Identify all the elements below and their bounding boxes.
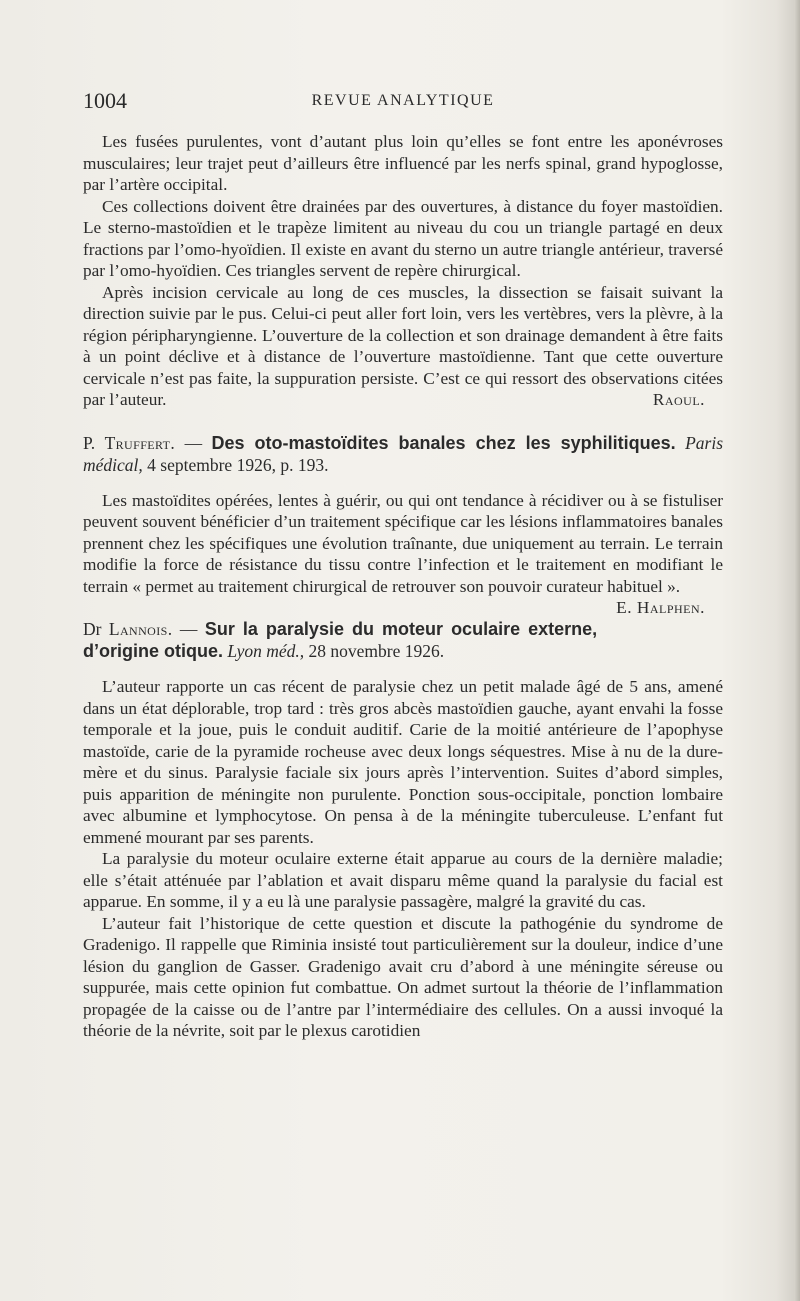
dash: — <box>172 619 205 639</box>
paragraph-text: Après incision cervicale au long de ces muscles, la dissection se faisait suivant la direction suivie par le pus. Celui-ci peut aller fort loin, vers les vertèbres, vers la plèvre, à la région péripharyngienne. L’ouverture de la collection et son drainage demandent à être faits à un point déclive et à distance de l’ouverture mastoïdienne. Tant que cette ouverture cervicale n’est pas faite, la suppuration persiste. C’est ce qui ressort des observations citées par l’auteur. <box>83 282 723 409</box>
source-journal: Paris médical, <box>83 432 724 475</box>
paragraph: Ces collections doivent être drainées par des ouvertures, à distance du foyer mastoïdien. Le sterno-mastoïdien et le trapèze limitent au niveau du cou un triangle partagé en deux fractions par l’omo-hyoïdien. Il existe en avant du sterno un autre triangle antérieur, traversé par l’omo-hyoïdien. Ces triangles servent de repère chirurgical. <box>83 196 723 280</box>
paragraph: La paralysie du moteur oculaire externe était apparue au cours de la dernière maladie; elle s’était atténuée par l’ablation et avait disparu même quand la paralysie du facial est apparue. En somme, il y a eu là une paralysie passagère, malgré la gravité du cas. <box>83 849 723 911</box>
source-journal: Lyon méd., <box>227 641 305 661</box>
paragraph-text: Les mastoïdites opérées, lentes à guérir, ou qui ont tendance à récidiver ou à se fistuliser peuvent souvent bénéficier d’un traitement spécifique car les lésions inflammatoires banales prennent chez les spécifiques une évolution traînante, due uniquement au terrain. Le terrain modifie la force de résistance du tissu contre l’infection et le traitement en modifiant le terrain « permet au traitement chirurgical de retrouver son pouvoir curateur habituel ». <box>83 490 723 596</box>
running-title: REVUE ANALYTIQUE <box>311 92 495 109</box>
reviewer-signature: Raoul. <box>652 390 705 409</box>
paragraph <box>83 282 723 411</box>
paragraph: L’auteur rapporte un cas récent de paralysie chez un petit malade âgé de 5 ans, amené dans un état déplorable, trop tard : très gros abcès mastoïdien gauche, ayant envahi la fosse temporale et la joue, puis le conduit auditif. Carie de la moitié antérieure de l’apophyse mastoïde, carie de la pyramide rocheuse avec deux longs séquestres. Mise à nu de la dure-mère et du sinus. Paralysie faciale six jours après l’intervention. Suites d’abord simples, puis apparition de méningite non purulente. Ponction sous-occipitale, ponction lombaire avec albumine et lymphocytose. On pensa à de la méningite tuberculeuse. L’enfant fut emmené mourant par ses parents. <box>83 677 723 847</box>
review-heading <box>83 432 723 476</box>
source-details: 28 novembre 1926. <box>304 641 445 661</box>
author-initial: Dr <box>83 619 102 639</box>
review-title: Des oto-mastoïdites banales chez les syphilitiques. <box>211 432 676 453</box>
source-details: 4 septembre 1926, p. 193. <box>142 454 329 475</box>
paragraph: L’auteur fait l’historique de cette question et discute la pathogénie du syndrome de Gradenigo. Il rappelle que Riminia insisté tout particulièrement sur la douleur, indice d’une lésion du ganglion de Gasser. Gradenigo avait cru d’abord à une méningite séreuse ou suppurée, mais cette opinion fut combattue. On admet surtout la théorie de l’inflammation propagée de la caisse ou de l’antre par l’intermédiaire des cellules. On a aussi invoqué la théorie de la névrite, soit par le plexus carotidien <box>83 913 723 1040</box>
review-continuation <box>83 131 723 411</box>
article-body <box>83 131 723 1042</box>
page-header <box>83 88 723 118</box>
reviewer-signature: E. Halphen. <box>616 598 705 617</box>
paragraph <box>83 490 723 617</box>
review-title: Sur la paralysie du moteur oculaire externe, d’origine otique. <box>83 619 598 661</box>
page-edge-shadow <box>794 0 800 1301</box>
dash: — <box>175 432 212 453</box>
page-number: 1004 <box>83 88 127 113</box>
review-heading <box>83 618 723 662</box>
author-name: Truffert. <box>104 432 176 453</box>
paragraph: Les fusées purulentes, vont d’autant plus loin qu’elles se font entre les aponévroses musculaires; leur trajet peut d’ailleurs être influencé par les nerfs spinal, grand hypoglosse, par l’artère occipital. <box>83 132 723 194</box>
author-name: Lannois. <box>108 619 173 639</box>
author-initial: P. <box>83 432 96 453</box>
